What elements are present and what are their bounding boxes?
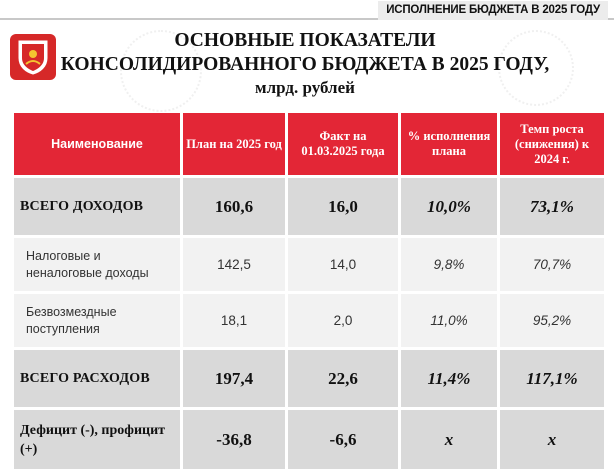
row-percent: 10,0% bbox=[401, 178, 497, 235]
title-line-1: ОСНОВНЫЕ ПОКАЗАТЕЛИ bbox=[174, 30, 436, 51]
row-plan: 142,5 bbox=[183, 238, 285, 291]
budget-table bbox=[11, 110, 607, 472]
page-title bbox=[60, 29, 550, 99]
row-fact: 16,0 bbox=[288, 178, 398, 235]
table-header-row bbox=[14, 113, 604, 175]
row-growth: 117,1% bbox=[500, 350, 604, 407]
column-header-name: Наименование bbox=[14, 113, 180, 175]
row-growth: x bbox=[500, 410, 604, 469]
top-bar bbox=[0, 0, 614, 26]
title-line-2: КОНСОЛИДИРОВАННОГО БЮДЖЕТА В 2025 ГОДУ, bbox=[60, 54, 550, 75]
title-units: млрд. рублей bbox=[255, 78, 355, 97]
row-plan: 18,1 bbox=[183, 294, 285, 347]
row-fact: -6,6 bbox=[288, 410, 398, 469]
row-percent: 11,4% bbox=[401, 350, 497, 407]
column-header-growth: Темп роста (снижения) к 2024 г. bbox=[500, 113, 604, 175]
table-row bbox=[14, 410, 604, 469]
table-row bbox=[14, 350, 604, 407]
section-label: ИСПОЛНЕНИЕ БЮДЖЕТА В 2025 ГОДУ bbox=[378, 1, 608, 20]
row-percent: 9,8% bbox=[401, 238, 497, 291]
table-row bbox=[14, 178, 604, 235]
row-plan: 160,6 bbox=[183, 178, 285, 235]
row-fact: 22,6 bbox=[288, 350, 398, 407]
row-growth: 70,7% bbox=[500, 238, 604, 291]
column-header-plan: План на 2025 год bbox=[183, 113, 285, 175]
row-percent: x bbox=[401, 410, 497, 469]
row-plan: 197,4 bbox=[183, 350, 285, 407]
row-name: ВСЕГО РАСХОДОВ bbox=[14, 350, 180, 407]
row-growth: 73,1% bbox=[500, 178, 604, 235]
coat-of-arms-icon bbox=[10, 34, 56, 80]
row-fact: 2,0 bbox=[288, 294, 398, 347]
column-header-percent: % исполнения плана bbox=[401, 113, 497, 175]
table-row bbox=[14, 294, 604, 347]
row-growth: 95,2% bbox=[500, 294, 604, 347]
row-percent: 11,0% bbox=[401, 294, 497, 347]
row-name: ВСЕГО ДОХОДОВ bbox=[14, 178, 180, 235]
row-name: Налоговые и неналоговые доходы bbox=[14, 238, 180, 291]
column-header-fact: Факт на 01.03.2025 года bbox=[288, 113, 398, 175]
row-fact: 14,0 bbox=[288, 238, 398, 291]
row-name: Безвозмездные поступления bbox=[14, 294, 180, 347]
row-name: Дефицит (-), профицит (+) bbox=[14, 410, 180, 469]
row-plan: -36,8 bbox=[183, 410, 285, 469]
table-row bbox=[14, 238, 604, 291]
